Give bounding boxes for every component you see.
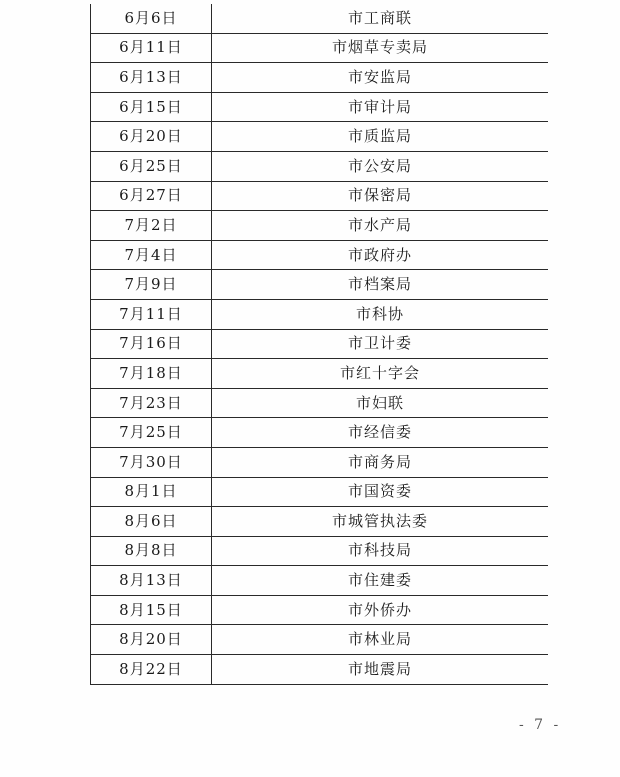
date-cell: 7月30日 xyxy=(91,447,212,477)
date-cell: 8月6日 xyxy=(91,507,212,537)
table-row xyxy=(91,329,549,359)
date-cell: 6月6日 xyxy=(91,4,212,33)
table-row xyxy=(91,211,549,241)
table-row xyxy=(91,181,549,211)
table-row xyxy=(91,122,549,152)
date-cell: 7月9日 xyxy=(91,270,212,300)
organization-cell: 市妇联 xyxy=(212,388,549,418)
table-row xyxy=(91,4,549,33)
organization-cell: 市外侨办 xyxy=(212,595,549,625)
table-row xyxy=(91,566,549,596)
organization-cell: 市公安局 xyxy=(212,151,549,181)
organization-cell: 市科技局 xyxy=(212,536,549,566)
date-cell: 6月13日 xyxy=(91,63,212,93)
organization-cell: 市城管执法委 xyxy=(212,507,549,537)
table-row xyxy=(91,299,549,329)
table-row xyxy=(91,33,549,63)
table-row xyxy=(91,359,549,389)
schedule-table-body xyxy=(91,4,549,684)
date-cell: 6月25日 xyxy=(91,151,212,181)
organization-cell: 市工商联 xyxy=(212,4,549,33)
date-cell: 8月20日 xyxy=(91,625,212,655)
date-cell: 8月15日 xyxy=(91,595,212,625)
table-row xyxy=(91,595,549,625)
table-row xyxy=(91,655,549,685)
table-row xyxy=(91,418,549,448)
table-row xyxy=(91,151,549,181)
organization-cell: 市烟草专卖局 xyxy=(212,33,549,63)
schedule-table xyxy=(90,4,548,685)
organization-cell: 市质监局 xyxy=(212,122,549,152)
organization-cell: 市林业局 xyxy=(212,625,549,655)
organization-cell: 市卫计委 xyxy=(212,329,549,359)
date-cell: 8月22日 xyxy=(91,655,212,685)
date-cell: 7月16日 xyxy=(91,329,212,359)
date-cell: 8月8日 xyxy=(91,536,212,566)
table-row xyxy=(91,240,549,270)
table-row xyxy=(91,536,549,566)
date-cell: 7月23日 xyxy=(91,388,212,418)
organization-cell: 市水产局 xyxy=(212,211,549,241)
table-row xyxy=(91,92,549,122)
date-cell: 6月15日 xyxy=(91,92,212,122)
date-cell: 7月25日 xyxy=(91,418,212,448)
organization-cell: 市地震局 xyxy=(212,655,549,685)
table-row xyxy=(91,507,549,537)
date-cell: 7月18日 xyxy=(91,359,212,389)
organization-cell: 市国资委 xyxy=(212,477,549,507)
date-cell: 6月27日 xyxy=(91,181,212,211)
organization-cell: 市安监局 xyxy=(212,63,549,93)
organization-cell: 市科协 xyxy=(212,299,549,329)
table-row xyxy=(91,270,549,300)
date-cell: 7月4日 xyxy=(91,240,212,270)
table-row xyxy=(91,447,549,477)
organization-cell: 市商务局 xyxy=(212,447,549,477)
organization-cell: 市红十字会 xyxy=(212,359,549,389)
date-cell: 6月20日 xyxy=(91,122,212,152)
date-cell: 7月2日 xyxy=(91,211,212,241)
date-cell: 7月11日 xyxy=(91,299,212,329)
date-cell: 6月11日 xyxy=(91,33,212,63)
table-row xyxy=(91,388,549,418)
organization-cell: 市保密局 xyxy=(212,181,549,211)
table-row xyxy=(91,477,549,507)
table-row xyxy=(91,625,549,655)
organization-cell: 市政府办 xyxy=(212,240,549,270)
organization-cell: 市审计局 xyxy=(212,92,549,122)
date-cell: 8月13日 xyxy=(91,566,212,596)
organization-cell: 市经信委 xyxy=(212,418,549,448)
page-number: - 7 - xyxy=(519,717,562,733)
table-row xyxy=(91,63,549,93)
organization-cell: 市住建委 xyxy=(212,566,549,596)
organization-cell: 市档案局 xyxy=(212,270,549,300)
date-cell: 8月1日 xyxy=(91,477,212,507)
